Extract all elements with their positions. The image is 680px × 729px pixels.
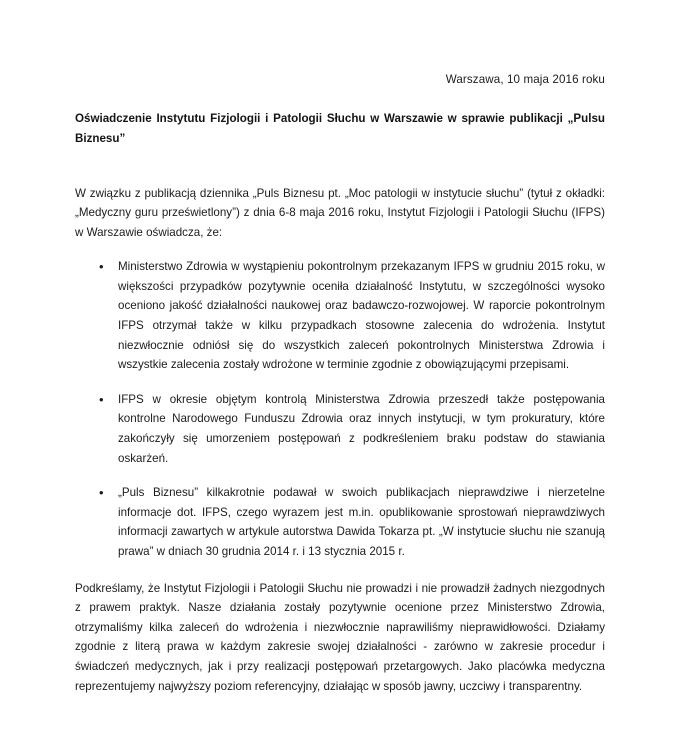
closing-paragraph: Podkreślamy, że Instytut Fizjologii i Patologii Słuchu nie prowadzi i nie prowadził żadnych niezgodnych z prawem praktyk. Nasze działania zostały pozytywnie ocenione przez Ministerstwo Zdrowia, otrzymaliśmy kilka zaleceń do wdrożenia i niezwłocznie naprawiliśmy nieprawidłowości. Działamy zgodnie z literą prawa w każdym zakresie swojej działalności - zarówno w zakresie procedur i świadczeń medycznych, jak i przy realizacji postępowań przetargowych. Jako placówka medyczna reprezentujemy najwyższy poziom referencyjny, działając w sposób jawny, uczciwy i transparentny. (75, 581, 605, 693)
list-item-text: Ministerstwo Zdrowia w wystąpieniu pokontrolnym przekazanym IFPS w grudniu 2015 roku, w większości przypadków pozytywnie oceniła działalność Instytutu, w szczególności wysoko oceniono jakość działalności naukowej oraz badawczo-rozwojowej. W raporcie pokontrolnym IFPS otrzymał także w kilku przypadkach stosowne zalecenia do wdrożenia. Instytut niezwłocznie odniósł się do wszystkich zaleceń pokontrolnych Ministerstwa Zdrowia i wszystkie zalecenia zostały wdrożone w terminie zgodnie z obowiązującymi przepisami. (118, 260, 605, 372)
document-content (75, 0, 605, 696)
list-item (99, 390, 605, 468)
statement-list (75, 257, 605, 561)
list-item-text: IFPS w okresie objętym kontrolą Ministerstwa Zdrowia przeszedł także postępowania kontrolne Narodowego Funduszu Zdrowia oraz innych instytucji, w tym prokuratury, które zakończyły się umorzeniem postępowań z podkreśleniem braku podstaw do stawiania oskarżeń. (118, 392, 605, 465)
list-item (99, 483, 605, 561)
bullet-icon: • (99, 259, 104, 275)
dateline: Warszawa, 10 maja 2016 roku (445, 73, 605, 86)
list-item-text: „Puls Biznesu” kilkakrotnie podawał w swoich publikacjach nieprawdziwe i nierzetelne informacje dot. IFPS, czego wyrazem jest m.in. opublikowanie sprostowań nieprawdziwych informacji zawartych w artykule autorstwa Dawida Tokarza pt. „W instytucie słuchu nie szanują prawa” w dniach 30 grudnia 2014 r. i 13 stycznia 2015 r. (118, 486, 605, 558)
list-item (99, 257, 605, 375)
bullet-icon: • (99, 485, 104, 501)
closing-section (75, 579, 605, 697)
document-title: Oświadczenie Instytutu Fizjologii i Patologii Słuchu w Warszawie w sprawie publikacji „Pulsu Biznesu” (75, 112, 605, 145)
intro-paragraph: W związku z publikacją dziennika „Puls Biznesu pt. „Moc patologii w instytucie słuchu” (tytuł z okładki: „Medyczny guru prześwietlony”) z dnia 6-8 maja 2016 roku, Instytut Fizjologii i Patologii Słuchu (IFPS) w Warszawie oświadcza, że: (75, 186, 605, 239)
bullet-icon: • (99, 391, 104, 407)
